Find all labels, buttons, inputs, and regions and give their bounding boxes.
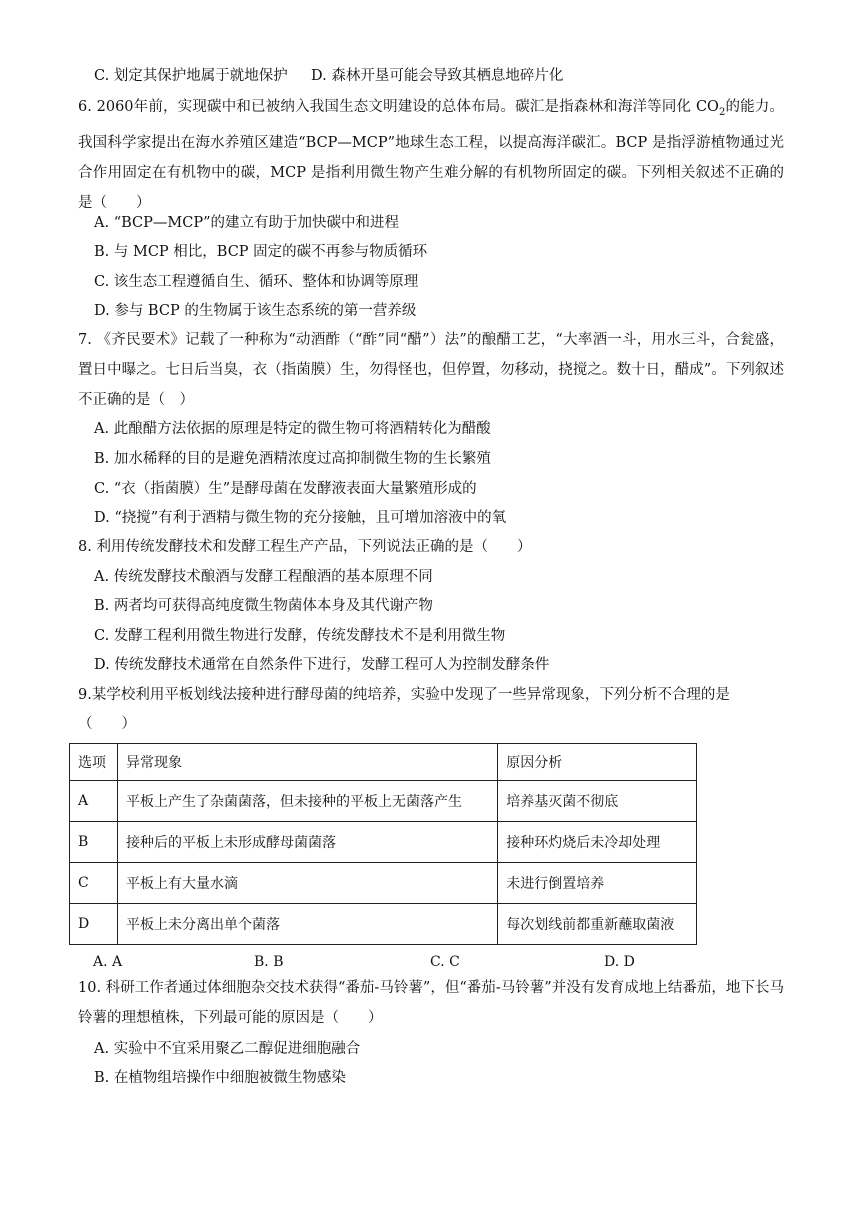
q6-option-b: B. 与 MCP 相比，BCP 固定的碳不再参与物质循环 bbox=[94, 244, 428, 260]
table-row bbox=[70, 781, 697, 822]
q6-stem-part1: 6. 2060年前，实现碳中和已被纳入我国生态文明建设的总体布局。碳汇是指森林和海洋等同化 CO bbox=[78, 99, 719, 115]
table-cell: 每次划线前都重新蘸取菌液 bbox=[498, 904, 697, 945]
q10-option-a: A. 实验中不宜采用聚乙二醇促进细胞融合 bbox=[94, 1041, 361, 1057]
table-row bbox=[70, 904, 697, 945]
q7-option-c: C. “衣（指菌膜）生”是酵母菌在发酵液表面大量繁殖形成的 bbox=[94, 481, 477, 497]
q9-answer-b: B. B bbox=[254, 954, 284, 970]
table-header-cell: 原因分析 bbox=[498, 744, 697, 781]
q9-stem: 9.某学校利用平板划线法接种进行酵母菌的纯培养，实验中发现了一些异常现象，下列分析不合理的是 bbox=[78, 687, 730, 703]
q7-option-b: B. 加水稀释的目的是避免酒精浓度过高抑制微生物的生长繁殖 bbox=[94, 451, 491, 467]
table-header-row bbox=[70, 744, 697, 781]
q8-option-b: B. 两者均可获得高纯度微生物菌体本身及其代谢产物 bbox=[94, 598, 433, 614]
table-cell: 平板上未分离出单个菌落 bbox=[117, 904, 497, 945]
q7-option-d: D. “挠搅”有利于酒精与微生物的充分接触，且可增加溶液中的氧 bbox=[94, 510, 507, 526]
q9-stem-bracket: （ ） bbox=[78, 716, 136, 732]
table-row bbox=[70, 822, 697, 863]
table-cell: B bbox=[70, 822, 118, 863]
q6-stem-subscript: 2 bbox=[718, 106, 726, 118]
q6-stem bbox=[78, 92, 784, 218]
table-cell: 平板上有大量水滴 bbox=[117, 863, 497, 904]
q9-answer-a: A. A bbox=[93, 954, 123, 970]
table-cell: 平板上产生了杂菌菌落，但未接种的平板上无菌落产生 bbox=[117, 781, 497, 822]
table-cell: C bbox=[70, 863, 118, 904]
q8-option-c: C. 发酵工程利用微生物进行发酵，传统发酵技术不是利用微生物 bbox=[94, 628, 506, 644]
q6-stem-part2: 的能力。我国科学家提出在海水养殖区建造“BCP—MCP”地球生态工程，以提高海洋碳汇。BCP 是指浮游植物通过光合作用固定在有机物中的碳，MCP 是指利用微生物产生难分解的有机物所固定的碳。下列相关叙述不正确的是（ ） bbox=[78, 99, 784, 211]
table-cell: A bbox=[70, 781, 118, 822]
table-header-cell: 选项 bbox=[70, 744, 118, 781]
table-cell: 未进行倒置培养 bbox=[498, 863, 697, 904]
q9-answer-d: D. D bbox=[604, 954, 635, 970]
q6-option-c: C. 该生态工程遵循自生、循环、整体和协调等原理 bbox=[94, 274, 419, 290]
table-cell: D bbox=[70, 904, 118, 945]
table-cell: 接种后的平板上未形成酵母菌菌落 bbox=[117, 822, 497, 863]
q5-option-c: C. 划定其保护地属于就地保护 bbox=[94, 68, 288, 84]
q7-stem: 7. 《齐民要术》记载了一种称为“动酒酢（“酢”同“醋”）法”的酿醋工艺，“大率酒一斗，用水三斗，合瓮盛，置日中曝之。七日后当臭，衣（指菌膜）生，勿得怪也，但停置，勿移动，挠搅之。数十日，醋成”。下列叙述不正确的是（ ） bbox=[78, 332, 784, 408]
q10-stem: 10. 科研工作者通过体细胞杂交技术获得“番茄-马铃薯”，但“番茄-马铃薯”并没有发育成地上结番茄，地下长马铃薯的理想植株，下列最可能的原因是（ ） bbox=[78, 980, 784, 1026]
table-cell: 接种环灼烧后未冷却处理 bbox=[498, 822, 697, 863]
q7-option-a: A. 此酿醋方法依据的原理是特定的微生物可将酒精转化为醋酸 bbox=[94, 421, 491, 437]
q5-option-d: D. 森林开垦可能会导致其栖息地碎片化 bbox=[311, 68, 564, 84]
table-cell: 培养基灭菌不彻底 bbox=[498, 781, 697, 822]
q10-option-b: B. 在植物组培操作中细胞被微生物感染 bbox=[94, 1070, 346, 1086]
table-row bbox=[70, 863, 697, 904]
q8-stem: 8. 利用传统发酵技术和发酵工程生产产品，下列说法正确的是（ ） bbox=[78, 539, 532, 555]
q6-option-d: D. 参与 BCP 的生物属于该生态系统的第一营养级 bbox=[94, 303, 417, 319]
q6-option-a: A. “BCP—MCP”的建立有助于加快碳中和进程 bbox=[94, 215, 399, 231]
q8-option-d: D. 传统发酵技术通常在自然条件下进行，发酵工程可人为控制发酵条件 bbox=[94, 657, 550, 673]
q9-answer-c: C. C bbox=[430, 954, 460, 970]
q8-option-a: A. 传统发酵技术酿酒与发酵工程酿酒的基本原理不同 bbox=[94, 569, 433, 585]
q9-table bbox=[69, 743, 697, 945]
q5-option-row bbox=[94, 66, 563, 86]
table-header-cell: 异常现象 bbox=[117, 744, 497, 781]
